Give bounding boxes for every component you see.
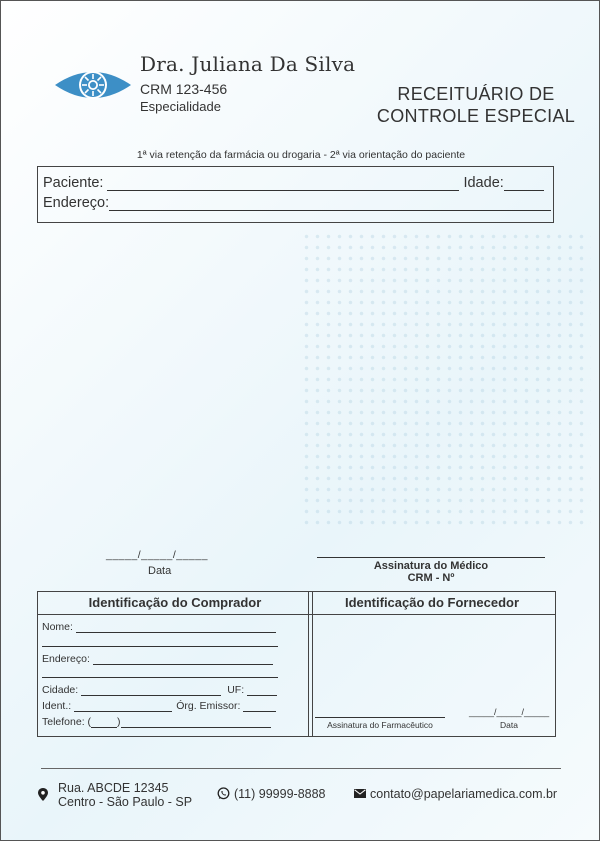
document-title (361, 83, 591, 127)
buyer-address-field[interactable] (93, 654, 273, 665)
buyer-issuer-label: Órg. Emissor: (176, 700, 241, 712)
buyer-issuer-field[interactable] (243, 701, 276, 712)
doctor-signature-caption (317, 560, 545, 584)
footer-address-line-1: Rua. ABCDE 12345 (58, 781, 169, 795)
date-label: Data (148, 565, 172, 577)
background-dot-pattern (301, 231, 591, 531)
buyer-city-field[interactable] (81, 685, 221, 696)
supplier-title: Identificação do Fornecedor (309, 592, 555, 615)
supplier-date-label: Data (500, 720, 518, 730)
buyer-address-label: Endereço: (42, 653, 90, 665)
buyer-title: Identificação do Comprador (38, 592, 312, 615)
buyer-box (37, 591, 313, 737)
buyer-city-label: Cidade: (42, 684, 79, 696)
buyer-name-field[interactable] (76, 622, 276, 633)
age-label: Idade: (463, 175, 504, 191)
footer-email[interactable]: contato@papelariamedica.com.br (370, 787, 558, 801)
footer-divider (41, 768, 561, 769)
buyer-phone-close: ) (117, 716, 121, 728)
doctor-signature-line[interactable] (317, 557, 545, 558)
footer-address (58, 781, 192, 809)
doctor-name: Dra. Juliana Da Silva (140, 52, 356, 76)
buyer-phone-row (42, 716, 271, 728)
supplier-box (308, 591, 556, 737)
buyer-name-extra-line[interactable] (42, 646, 278, 647)
buyer-area-code-field[interactable] (91, 717, 117, 728)
via-note: 1ª via retenção da farmácia ou drogaria - 2ª via orientação do paciente (136, 149, 466, 161)
buyer-name-label: Nome: (42, 621, 73, 633)
doctor-crm-label: CRM - Nº (407, 572, 455, 584)
age-field[interactable] (504, 177, 544, 191)
email-icon (354, 789, 366, 798)
date-blank[interactable]: _____/_____/_____ (106, 549, 208, 561)
buyer-phone-field[interactable] (121, 717, 271, 728)
address-field[interactable] (109, 197, 551, 211)
patient-name-field[interactable] (107, 177, 459, 191)
footer-address-line-2: Centro - São Paulo - SP (58, 795, 193, 809)
address-row (43, 195, 551, 211)
title-line-2: CONTROLE ESPECIAL (376, 106, 576, 126)
pharmacist-signature-line[interactable] (315, 717, 445, 718)
buyer-phone-label: Telefone: ( (42, 716, 92, 728)
address-label: Endereço: (43, 195, 110, 211)
doctor-crm: CRM 123-456 (140, 81, 228, 97)
eye-logo-icon (53, 67, 133, 103)
patient-box (37, 166, 554, 223)
buyer-uf-field[interactable] (247, 685, 277, 696)
buyer-city-row (42, 684, 277, 696)
buyer-ident-field[interactable] (74, 701, 172, 712)
buyer-address-row (42, 653, 273, 665)
title-line-1: RECEITUÁRIO DE (397, 84, 555, 104)
buyer-address-extra-line[interactable] (42, 677, 278, 678)
whatsapp-icon (217, 787, 230, 800)
buyer-uf-label: UF: (227, 684, 245, 696)
buyer-name-row (42, 621, 276, 633)
location-pin-icon (38, 788, 48, 801)
doctor-specialty: Especialidade (140, 99, 221, 114)
buyer-ident-row (42, 700, 276, 712)
patient-row (43, 175, 551, 191)
supplier-date-blank[interactable]: _____/_____/_____ (469, 707, 550, 717)
pharmacist-signature-label: Assinatura do Farmacêutico (327, 720, 433, 730)
patient-label: Paciente: (43, 175, 104, 191)
buyer-ident-label: Ident.: (42, 700, 72, 712)
footer-phone: (11) 99999-8888 (234, 787, 326, 801)
doctor-signature-label: Assinatura do Médico (373, 560, 489, 572)
